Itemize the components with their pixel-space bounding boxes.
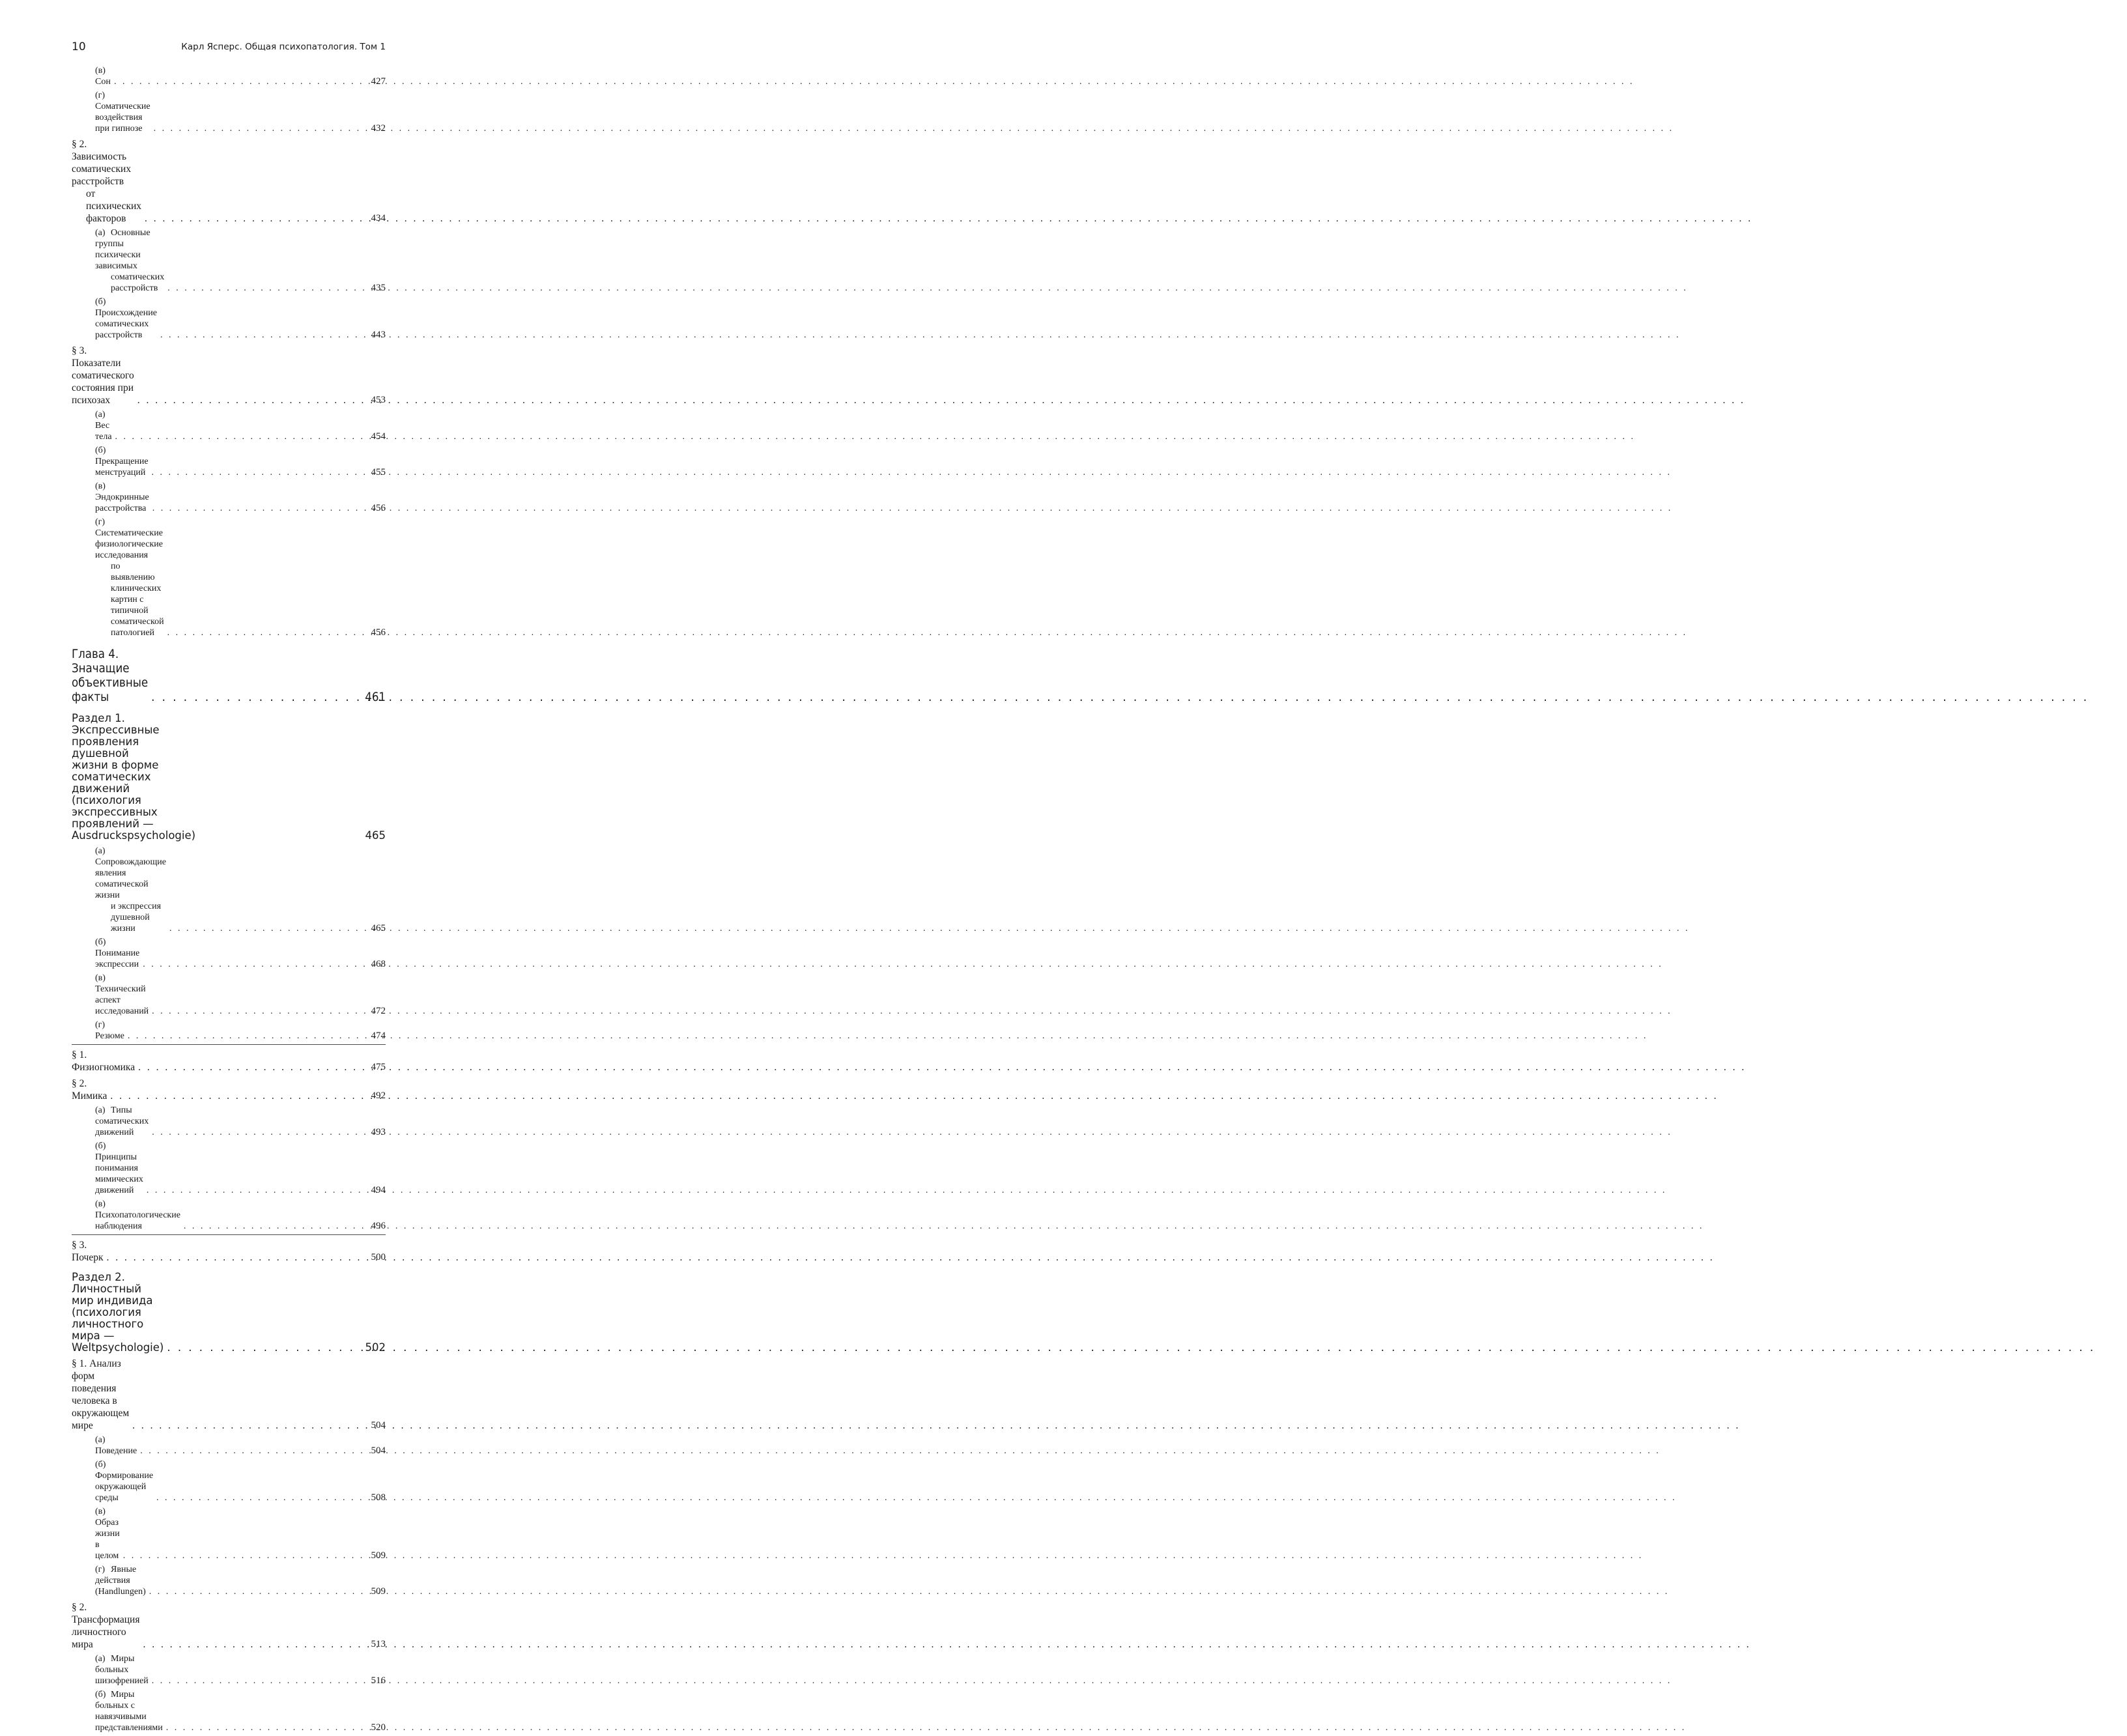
entry-page: 500 — [371, 1252, 386, 1262]
toc-entry — [72, 1564, 386, 1597]
toc-entry — [72, 1077, 386, 1102]
toc-entry — [72, 138, 386, 225]
entry-page: 434 — [371, 213, 386, 223]
section-title-line: Раздел 2. Личностный мир индивида (психология — [72, 1271, 153, 1318]
entry-page: 455 — [371, 467, 386, 477]
dot-leader — [166, 1722, 363, 1733]
entry-mark: (в) — [95, 1199, 106, 1209]
entry-title: § 3. Почерк — [72, 1240, 104, 1263]
dot-leader — [123, 1550, 363, 1561]
entry-mark: (в) — [95, 973, 106, 983]
chapter-title: Глава 4. Значащие объективные факты — [72, 647, 149, 704]
dot-leader — [152, 1127, 363, 1138]
entry-page: 475 — [371, 1062, 386, 1072]
toc-entry — [72, 90, 386, 134]
dot-leader — [115, 431, 363, 442]
dot-leader — [143, 959, 363, 970]
entry-title: § 2. Трансформация личностного мира — [72, 1602, 140, 1650]
entry-mark: (а) — [95, 1105, 106, 1115]
dot-leader — [152, 503, 363, 514]
entry-page: 443 — [371, 330, 386, 340]
dot-leader — [132, 1419, 363, 1432]
dot-leader — [167, 283, 363, 294]
dot-leader — [147, 1185, 363, 1196]
entry-title-line: § 2. Зависимость соматических расстройств — [72, 139, 132, 187]
entry-mark: (б) — [95, 1690, 106, 1700]
entry-title: Миры больных шизофренией — [95, 1654, 149, 1686]
dot-leader — [152, 1006, 363, 1017]
entry-mark: (г) — [95, 1020, 106, 1030]
entry-title: Соматические воздействия при гипнозе — [95, 102, 150, 134]
section-title-line: Ausdruckspsychologie) — [72, 829, 196, 842]
dot-leader — [110, 1090, 363, 1102]
entry-page: 508 — [371, 1492, 386, 1503]
page-header — [72, 40, 386, 56]
entry-mark: (б) — [95, 297, 106, 307]
dot-leader — [152, 467, 363, 478]
toc-entry — [72, 1459, 386, 1503]
toc-entry — [72, 517, 386, 638]
toc-entry — [72, 1434, 386, 1457]
toc-chapter — [72, 647, 386, 705]
section-title-line: личностного мира — Weltpsychologie) — [72, 1318, 164, 1354]
entry-page: 456 — [371, 627, 386, 638]
entry-title: Происхождение соматических расстройств — [95, 308, 157, 340]
entry-title: § 1. Анализ форм поведения человека в окружающем мире — [72, 1358, 130, 1431]
entry-page: 502 — [365, 1341, 386, 1354]
entry-mark: (г) — [95, 91, 106, 100]
section-title-line: Раздел 1. Экспрессивные проявления душевной — [72, 712, 160, 760]
entry-title-line: соматических расстройств — [111, 272, 165, 293]
toc-entry — [72, 1019, 386, 1042]
entry-title: Образ жизни в целом — [95, 1518, 120, 1561]
toc-entry — [72, 345, 386, 406]
entry-page: 494 — [371, 1185, 386, 1195]
entry-page: 520 — [371, 1722, 386, 1733]
entry-title: Поведение — [95, 1446, 137, 1456]
toc-entry — [72, 1239, 386, 1264]
entry-page: 504 — [371, 1420, 386, 1430]
entry-mark: (г) — [95, 1565, 106, 1574]
dot-leader — [167, 627, 363, 638]
entry-title-line: Основные группы психически зависимых — [95, 228, 150, 271]
toc-entry — [72, 1506, 386, 1561]
entry-title: Сон — [95, 77, 111, 87]
dot-leader — [145, 212, 363, 225]
dot-leader — [152, 1675, 363, 1686]
dot-leader — [143, 1638, 363, 1651]
dot-leader — [128, 1031, 363, 1042]
toc-entry — [72, 846, 386, 934]
entry-page: 513 — [371, 1639, 386, 1649]
entry-page: 454 — [371, 431, 386, 442]
entry-page: 461 — [365, 690, 386, 704]
dot-leader — [149, 1586, 363, 1597]
entry-mark: (б) — [95, 937, 106, 947]
entry-title: Вес тела — [95, 421, 112, 442]
entry-page: 496 — [371, 1221, 386, 1231]
dot-leader — [184, 1221, 363, 1232]
entry-page: 432 — [371, 123, 386, 134]
toc-entry — [72, 1199, 386, 1232]
entry-title: Формирование окружающей среды — [95, 1471, 154, 1503]
entry-mark: (а) — [95, 410, 106, 420]
entry-title-line: и экспрессия душевной жизни — [111, 902, 162, 933]
running-title: Карл Ясперс. Общая психопатология. Том 1 — [181, 42, 386, 52]
entry-title-line: Сопровождающие явления соматической жизни — [95, 857, 166, 900]
toc-entry — [72, 227, 386, 294]
toc-section — [72, 713, 386, 842]
entry-title: Понимание экспрессии — [95, 948, 140, 969]
toc-entry — [72, 1601, 386, 1651]
page-number: 10 — [72, 40, 86, 53]
entry-title: § 2. Мимика — [72, 1078, 107, 1102]
entry-mark: (б) — [95, 1141, 106, 1151]
entry-title-line: Систематические физиологические исследования — [95, 528, 163, 560]
entry-mark: (б) — [95, 446, 106, 455]
entry-title: Миры больных с навязчивыми представлениями — [95, 1690, 163, 1733]
toc-entry — [72, 1105, 386, 1138]
entry-page: 435 — [371, 283, 386, 293]
dot-leader — [138, 1061, 363, 1074]
entry-title: Типы соматических движений — [95, 1105, 149, 1137]
divider — [72, 1044, 386, 1045]
toc-entry — [72, 296, 386, 341]
divider — [72, 1234, 386, 1235]
dot-leader — [137, 394, 363, 406]
entry-mark: (г) — [95, 517, 106, 527]
entry-title: Явные действия (Handlungen) — [95, 1565, 146, 1597]
dot-leader — [154, 123, 363, 134]
entry-title: Резюме — [95, 1031, 124, 1041]
toc-entry — [72, 973, 386, 1017]
dot-leader — [114, 76, 363, 87]
entry-page: 465 — [365, 829, 386, 842]
entry-page: 504 — [371, 1445, 386, 1456]
dot-leader — [140, 1445, 363, 1457]
entry-title: Психопатологические наблюдения — [95, 1210, 180, 1231]
entry-page: 427 — [371, 76, 386, 87]
entry-page: 465 — [371, 923, 386, 933]
dot-leader — [107, 1251, 364, 1264]
dot-leader — [167, 1342, 362, 1354]
entry-page: 516 — [371, 1675, 386, 1686]
toc-entry — [72, 65, 386, 87]
entry-title: § 1. Физиогномика — [72, 1049, 136, 1073]
entry-title: Эндокринные расстройства — [95, 492, 149, 513]
entry-mark: (а) — [95, 1654, 106, 1664]
entry-page: 509 — [371, 1586, 386, 1597]
entry-mark: (в) — [95, 481, 106, 491]
toc-entry — [72, 481, 386, 514]
dot-leader — [156, 1492, 363, 1503]
toc-entry — [72, 1049, 386, 1074]
entry-mark: (а) — [95, 1435, 106, 1445]
entry-page: 456 — [371, 503, 386, 513]
entry-page: 474 — [371, 1031, 386, 1041]
entry-title-line: соматической патологией — [111, 617, 164, 638]
entry-mark: (а) — [95, 228, 106, 238]
toc-entry — [72, 409, 386, 442]
section-title-line: (психология экспрессивных проявлений — — [72, 794, 158, 830]
entry-title: § 3. Показатели соматического состояния при психозах — [72, 345, 134, 406]
entry-page: 509 — [371, 1550, 386, 1561]
toc-entry — [72, 1689, 386, 1733]
dot-leader — [151, 690, 362, 705]
entry-page: 468 — [371, 959, 386, 969]
entry-page: 492 — [371, 1090, 386, 1101]
dot-leader — [160, 330, 363, 341]
entry-mark: (б) — [95, 1460, 106, 1470]
section-title-line: жизни в форме соматических движений — [72, 759, 159, 795]
entry-mark: (а) — [95, 846, 106, 856]
entry-page: 493 — [371, 1127, 386, 1137]
entry-title-line: по выявлению клинических картин с типичной — [111, 562, 162, 616]
entry-title-line: от психических факторов — [86, 188, 142, 224]
entry-mark: (в) — [95, 66, 106, 76]
entry-page: 472 — [371, 1006, 386, 1016]
entry-title: Принципы понимания мимических движений — [95, 1152, 143, 1195]
entry-mark: (в) — [95, 1507, 106, 1516]
dot-leader — [169, 923, 363, 934]
table-of-contents — [72, 65, 386, 1736]
toc-entry — [72, 1358, 386, 1432]
entry-page: 453 — [371, 395, 386, 405]
toc-entry — [72, 1653, 386, 1686]
toc-entry — [72, 1141, 386, 1196]
toc-entry — [72, 445, 386, 478]
entry-title: Технический аспект исследований — [95, 984, 149, 1016]
toc-entry — [72, 937, 386, 970]
toc-section — [72, 1272, 386, 1354]
entry-title: Прекращение менструаций — [95, 457, 149, 477]
